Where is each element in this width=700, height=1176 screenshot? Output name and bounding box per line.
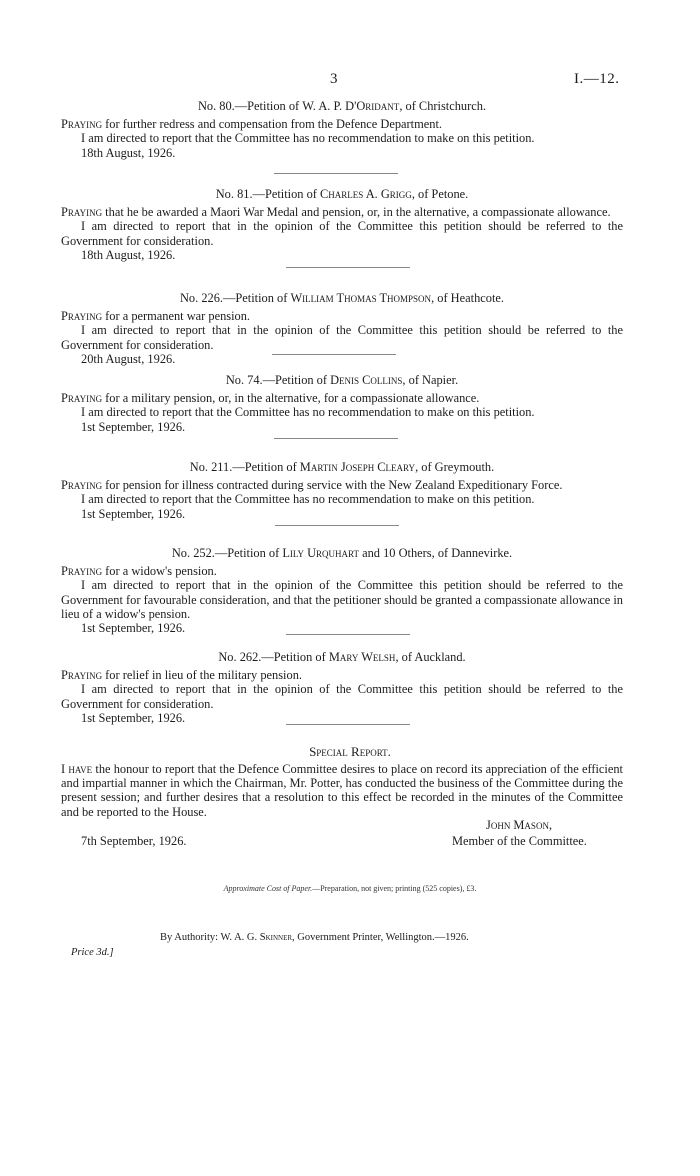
- section-divider: [286, 634, 410, 635]
- petition-title: No. 262.—Petition of Mary Welsh, of Auckland.: [218, 650, 466, 664]
- petitioner-name: William Thomas Thompson: [290, 291, 432, 305]
- petition-title: No. 211.—Petition of Martin Joseph Cleary, of Greymouth.: [189, 460, 495, 474]
- petition-date: 18th August, 1926.: [81, 247, 176, 262]
- special-report-body: I have the honour to report that the Defence Committee desires to place on record its appreciation of the efficient and impartial manner in which the Chairman, Mr. Potter, has conducted the business of the Committee during the present session; and further desires that a resolution to this effect be recorded in the minutes of the Committee and be reported to the House.: [61, 762, 623, 819]
- page-number: 3: [330, 71, 338, 87]
- committee-report: I am directed to report that in the opinion of the Committee this petition should be referred to the Government for consideration.: [61, 682, 623, 711]
- petition-praying: Praying for a permanent war pension.: [61, 309, 251, 324]
- petitioner-name: Martin Joseph Cleary: [299, 460, 416, 474]
- section-divider: [275, 525, 399, 526]
- petition-praying: Praying for further redress and compensation from the Defence Department.: [61, 117, 442, 132]
- petition-praying: Praying for a military pension, or, in the alternative, for a compassionate allowance.: [61, 391, 480, 406]
- document-reference: I.—12.: [574, 71, 620, 87]
- section-divider: [286, 267, 410, 268]
- cost-note: Approximate Cost of Paper.—Preparation, not given; printing (525 copies), £3.: [223, 884, 477, 893]
- committee-report: I am directed to report that the Committee has no recommendation to make on this petition.: [81, 405, 535, 420]
- petition-date: 1st September, 1926.: [81, 419, 186, 434]
- signatory-name: John Mason,: [486, 818, 553, 832]
- petition-title: No. 74.—Petition of Denis Collins, of Napier.: [225, 373, 459, 387]
- petitioner-name: Charles A. Grigg: [320, 187, 412, 201]
- petitioner-name: W. A. P. D'Oridant: [302, 99, 400, 113]
- petition-entry: [61, 460, 623, 521]
- printer-name: Skinner: [259, 932, 293, 943]
- petition-title: No. 252.—Petition of Lily Urquhart and 10 Others, of Dannevirke.: [171, 546, 513, 560]
- petitioner-name: Lily Urquhart: [282, 546, 360, 560]
- petition-title: No. 81.—Petition of Charles A. Grigg, of Petone.: [215, 187, 469, 201]
- committee-report: I am directed to report that in the opinion of the Committee this petition should be referred to the Government for consideration.: [61, 219, 623, 248]
- petition-entry: [61, 187, 623, 262]
- petition-date: 18th August, 1926.: [81, 145, 176, 160]
- section-divider: [274, 173, 398, 174]
- petition-title: No. 226.—Petition of William Thomas Thompson, of Heathcote.: [179, 291, 504, 305]
- petition-title: No. 80.—Petition of W. A. P. D'Oridant, of Christchurch.: [197, 99, 487, 113]
- section-divider: [272, 354, 396, 355]
- petition-entry: [61, 99, 623, 160]
- petition-praying: Praying for relief in lieu of the military pension.: [61, 668, 302, 683]
- petition-entry: [61, 546, 623, 635]
- petitioner-name: Mary Welsh: [328, 650, 396, 664]
- section-divider: [286, 724, 410, 725]
- special-report-heading: Special Report.: [309, 744, 391, 759]
- committee-report: I am directed to report that in the opinion of the Committee this petition should be referred to the Government for favourable consideration, and that the petitioner should be granted a compassionate allowance in lieu of a widow's pension.: [61, 578, 623, 621]
- price-label: Price 3d.]: [71, 947, 114, 958]
- petitioner-name: Denis Collins: [330, 373, 403, 387]
- petition-date: 1st September, 1926.: [81, 621, 186, 636]
- petition-praying: Praying for pension for illness contracted during service with the New Zealand Expeditionary Force.: [61, 478, 563, 493]
- signatory-role: Member of the Committee.: [452, 834, 587, 848]
- petition-date: 1st September, 1926.: [81, 506, 186, 521]
- petition-praying: Praying that he be awarded a Maori War Medal and pension, or, in the alternative, a compassionate allowance.: [61, 205, 611, 220]
- petition-date: 20th August, 1926.: [81, 351, 176, 366]
- petition-date: 1st September, 1926.: [81, 710, 186, 725]
- petition-entry: [61, 373, 623, 434]
- special-report-date: 7th September, 1926.: [81, 834, 187, 848]
- committee-report: I am directed to report that in the opinion of the Committee this petition should be referred to the Government for consideration.: [61, 323, 623, 352]
- petition-entry: [61, 650, 623, 725]
- section-divider: [274, 438, 398, 439]
- committee-report: I am directed to report that the Committee has no recommendation to make on this petition.: [81, 492, 535, 507]
- committee-report: I am directed to report that the Committee has no recommendation to make on this petition.: [81, 131, 535, 146]
- petition-praying: Praying for a widow's pension.: [61, 564, 217, 579]
- printer-authority: By Authority: W. A. G. Skinner, Government Printer, Wellington.—1926.: [160, 932, 469, 943]
